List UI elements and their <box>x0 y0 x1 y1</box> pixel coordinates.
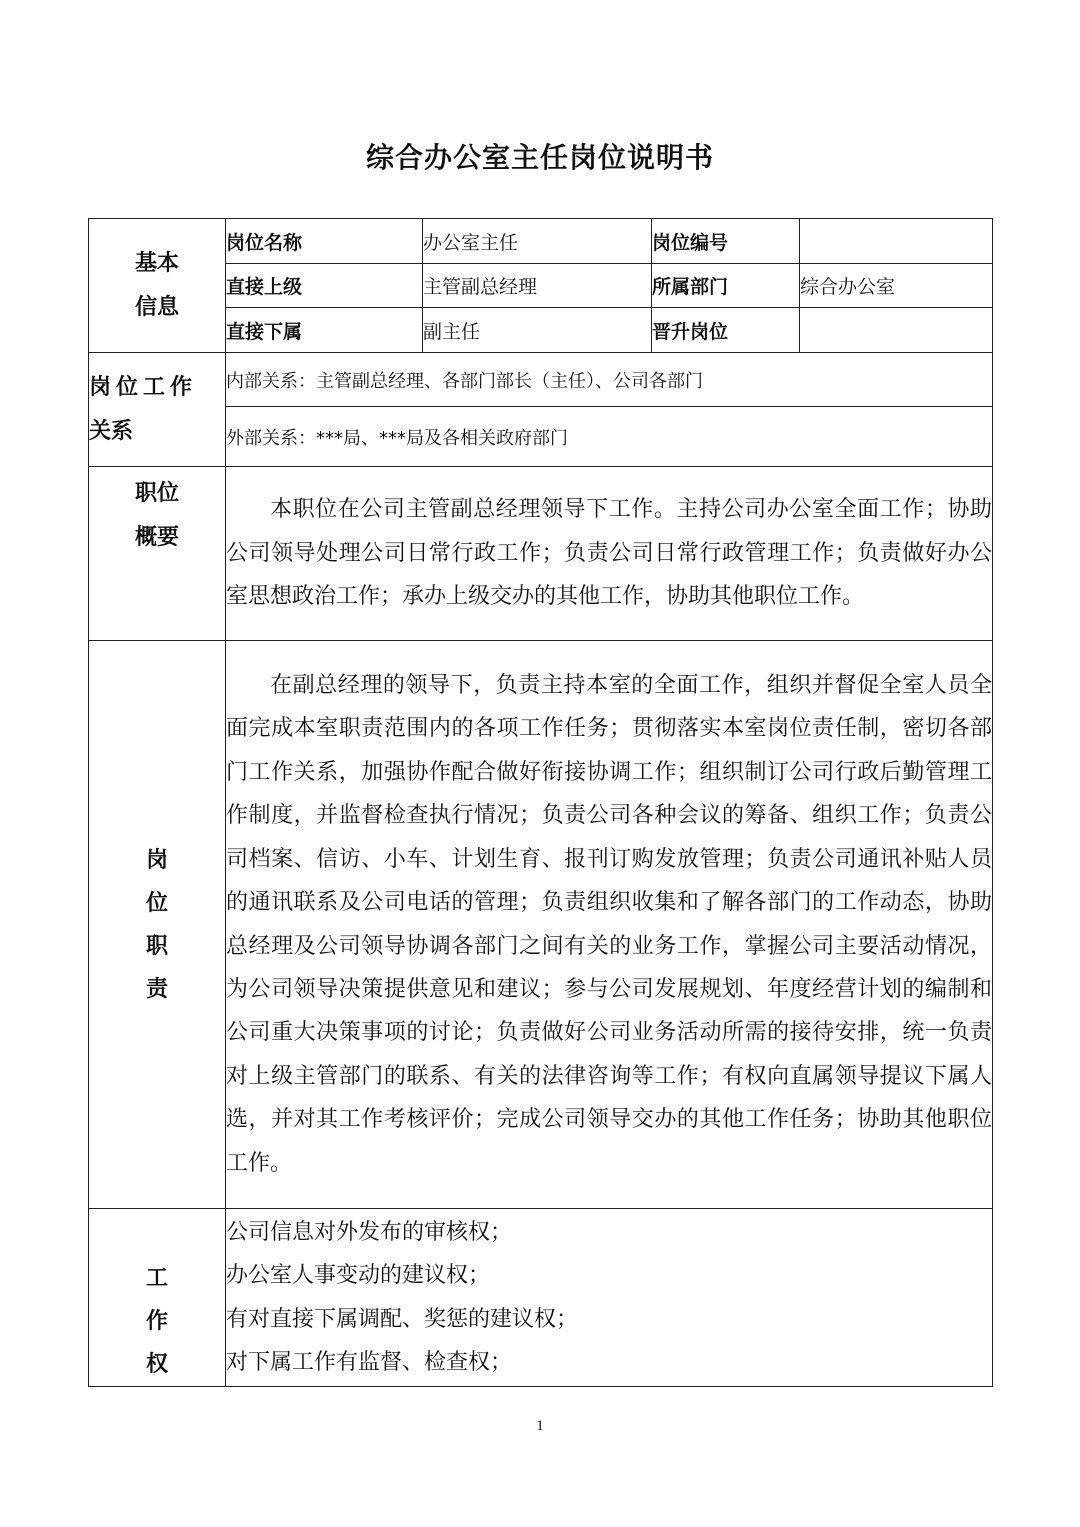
duties-label <box>89 641 226 1209</box>
duties-label-char: 岗 <box>145 847 168 873</box>
relations-label-line2: 关系 <box>89 418 134 444</box>
page-number: 1 <box>536 1418 544 1434</box>
department-value: 综合办公室 <box>800 264 993 308</box>
authority-item: 办公室人事变动的建议权； <box>226 1263 491 1288</box>
duties-paragraph: 在副总经理的领导下，负责主持本室的全面工作，组织并督促全室人员全面完成本室职责范围内的各项工作任务；贯彻落实本室岗位责任制，密切各部门工作关系，加强协作配合做好衔接协调工作；组织制订公司行政后勤管理工作制度，并监督检查执行情况；负责公司各种会议的筹备、组织工作；负责公司档案、信访、小车、计划生育、报刊订购发放管理；负责公司通讯补贴人员的通讯联系及公司电话的管理；负责组织收集和了解各部门的工作动态，协助总经理及公司领导协调各部门之间有关的业务工作，掌握公司主要活动情况，为公司领导决策提供意见和建议；参与公司发展规划、年度经营计划的编制和公司重大决策事项的讨论；负责做好公司业务活动所需的接待安排，统一负责对上级主管部门的联系、有关的法律咨询等工作；有权向直属领导提议下属人选，并对其工作考核评价；完成公司领导交办的其他工作任务；协助其他职位工作。 <box>226 673 992 1176</box>
position-name-key: 岗位名称 <box>226 219 423 264</box>
internal-relations: 内部关系：主管副总经理、各部门部长（主任）、公司各部门 <box>226 353 993 407</box>
duties-label-char: 责 <box>145 976 168 1002</box>
position-code-key: 岗位编号 <box>652 219 800 264</box>
direct-subordinate-value: 副主任 <box>423 308 652 353</box>
relations-label-line1: 岗位工作 <box>89 374 198 400</box>
duties-text <box>226 641 993 1209</box>
duties-row <box>89 641 993 1209</box>
promotion-value <box>800 308 993 353</box>
summary-label-line2: 概要 <box>134 525 179 550</box>
authority-label-char: 作 <box>145 1309 168 1334</box>
authority-row <box>89 1209 993 1387</box>
authority-label-char: 权 <box>145 1352 168 1377</box>
duties-label-char: 职 <box>145 933 168 959</box>
summary-row <box>89 467 993 641</box>
relations-row-internal <box>89 353 993 407</box>
document-title: 综合办公室主任岗位说明书 <box>365 141 714 174</box>
basic-info-row-1 <box>89 219 993 264</box>
summary-label-line1: 职位 <box>134 481 179 506</box>
direct-subordinate-key: 直接下属 <box>226 308 423 353</box>
summary-paragraph: 本职位在公司主管副总经理领导下工作。主持公司办公室全面工作；协助公司领导处理公司日常行政工作；负责公司日常行政管理工作；负责做好办公室思想政治工作；承办上级交办的其他工作，协助其他职位工作。 <box>226 497 992 610</box>
duties-label-char: 位 <box>145 890 168 916</box>
position-name-value: 办公室主任 <box>423 219 652 264</box>
summary-text <box>226 467 993 641</box>
external-relations: 外部关系：***局、***局及各相关政府部门 <box>226 407 993 467</box>
authority-list <box>226 1209 993 1387</box>
authority-label-char: 工 <box>145 1266 168 1291</box>
promotion-key: 晋升岗位 <box>652 308 800 353</box>
job-description-table <box>88 218 993 1387</box>
basic-info-label-line1: 基本 <box>134 250 179 276</box>
authority-label <box>89 1209 226 1387</box>
department-key: 所属部门 <box>652 264 800 308</box>
summary-label <box>89 467 226 641</box>
direct-superior-key: 直接上级 <box>226 264 423 308</box>
authority-item: 有对直接下属调配、奖惩的建议权； <box>226 1306 579 1332</box>
direct-superior-value: 主管副总经理 <box>423 264 652 308</box>
basic-info-label <box>89 219 226 353</box>
position-code-value <box>800 219 993 264</box>
authority-item: 公司信息对外发布的审核权； <box>226 1219 513 1245</box>
basic-info-label-line2: 信息 <box>134 294 179 320</box>
authority-item: 对下属工作有监督、检查权； <box>226 1350 513 1375</box>
relations-label <box>89 353 226 467</box>
